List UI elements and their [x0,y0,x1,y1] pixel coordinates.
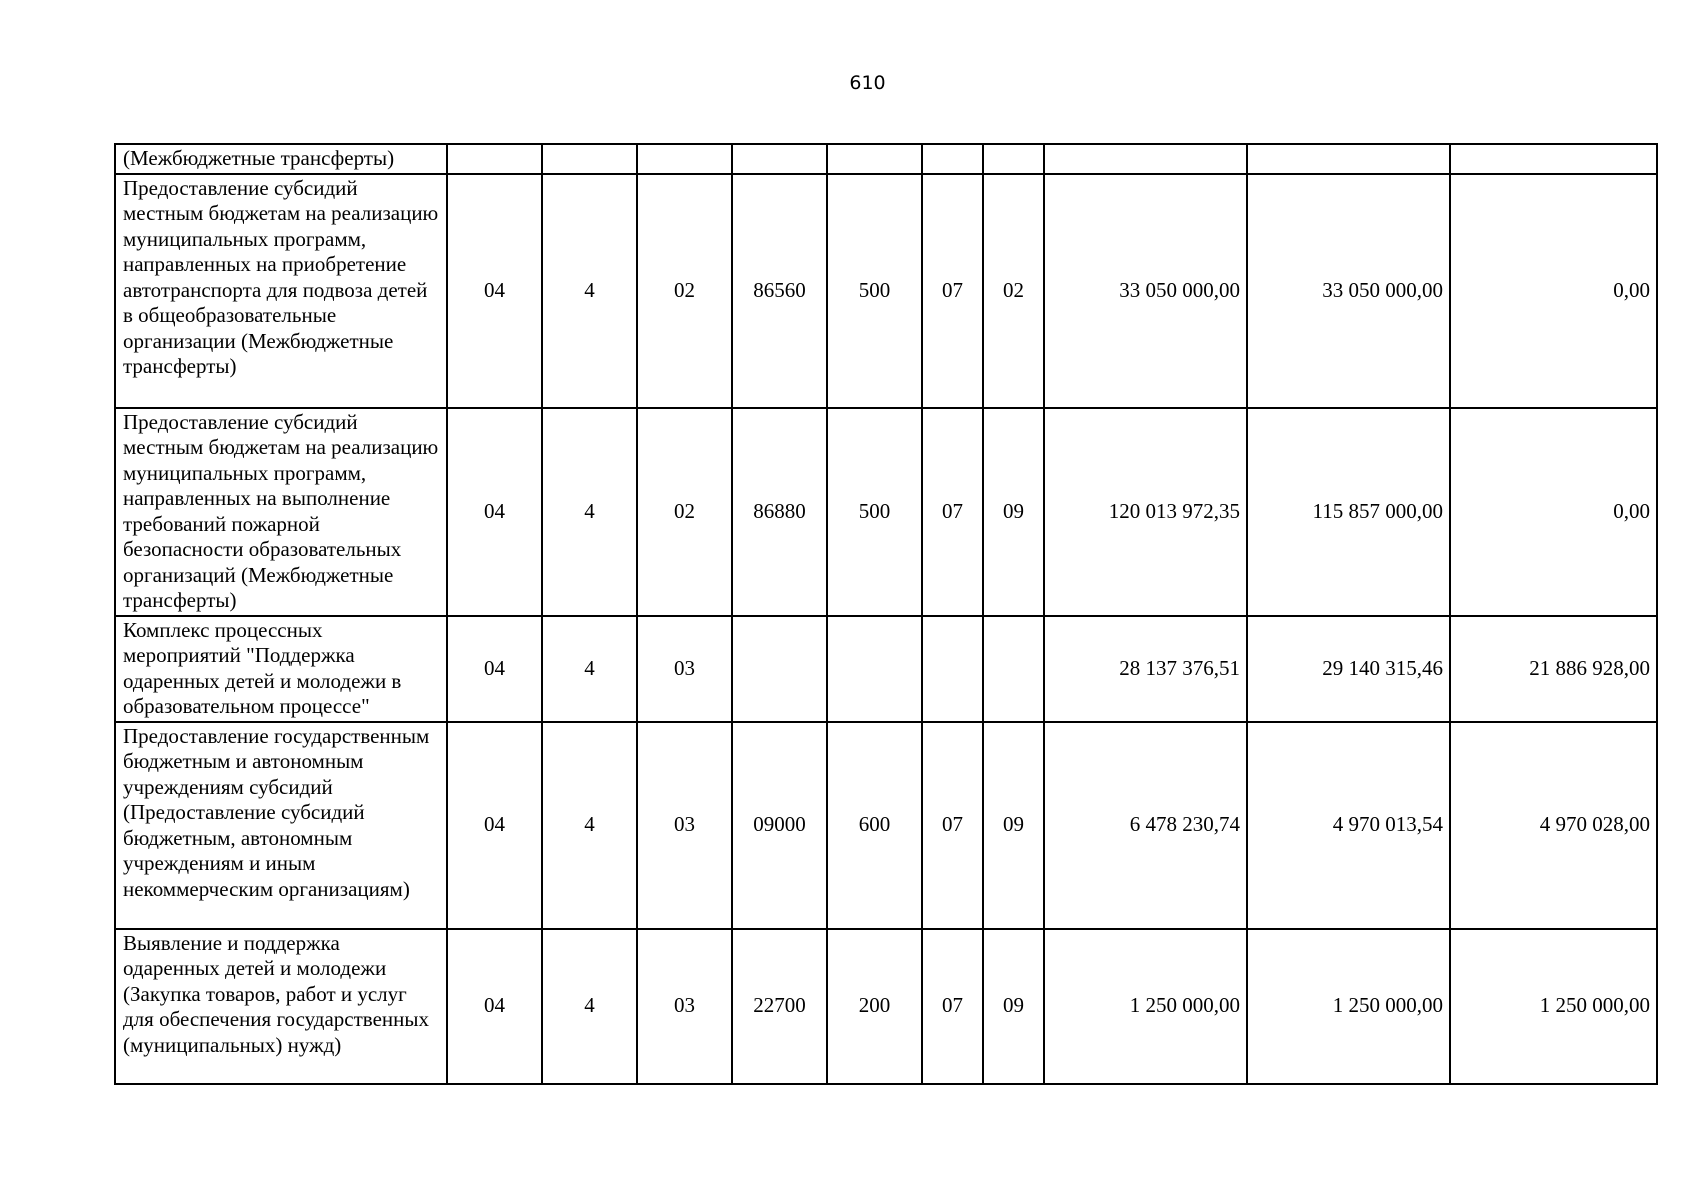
row-description: Комплекс процессных мероприятий "Поддержка одаренных детей и молодежи в образовательном процессе" [115,616,447,722]
row-description: (Межбюджетные трансферты) [115,144,447,174]
code-cell: 4 [542,722,637,929]
code-cell: 09 [983,722,1044,929]
row-description: Предоставление субсидий местным бюджетам на реализацию муниципальных программ, направленных на приобретение автотранспорта для подвоза детей в общеобразовательные организации (Межбюджетные трансферты) [115,174,447,408]
page-number: 610 [849,72,886,94]
code-cell: 86880 [732,408,827,616]
code-cell [922,616,983,722]
code-cell: 03 [637,616,732,722]
code-cell [827,616,922,722]
amount-cell: 1 250 000,00 [1247,929,1450,1084]
amount-cell: 4 970 013,54 [1247,722,1450,929]
code-cell: 02 [637,174,732,408]
code-cell [983,144,1044,174]
code-cell: 09 [983,408,1044,616]
code-cell: 500 [827,408,922,616]
amount-cell: 33 050 000,00 [1247,174,1450,408]
code-cell: 86560 [732,174,827,408]
code-cell: 200 [827,929,922,1084]
code-cell [732,616,827,722]
amount-cell: 6 478 230,74 [1044,722,1247,929]
code-cell: 04 [447,722,542,929]
code-cell: 03 [637,929,732,1084]
amount-cell: 120 013 972,35 [1044,408,1247,616]
amount-cell: 21 886 928,00 [1450,616,1657,722]
amount-cell: 4 970 028,00 [1450,722,1657,929]
code-cell: 07 [922,929,983,1084]
amount-cell: 29 140 315,46 [1247,616,1450,722]
code-cell: 07 [922,408,983,616]
amount-cell: 1 250 000,00 [1044,929,1247,1084]
table-row [115,722,1657,929]
row-description: Выявление и поддержка одаренных детей и молодежи (Закупка товаров, работ и услуг для обеспечения государственных (муниципальных) нужд) [115,929,447,1084]
amount-cell: 115 857 000,00 [1247,408,1450,616]
code-cell [542,144,637,174]
code-cell: 500 [827,174,922,408]
code-cell: 03 [637,722,732,929]
code-cell: 4 [542,408,637,616]
code-cell: 02 [983,174,1044,408]
table-row [115,144,1657,174]
code-cell: 4 [542,616,637,722]
amount-cell: 28 137 376,51 [1044,616,1247,722]
code-cell [447,144,542,174]
amount-cell: 1 250 000,00 [1450,929,1657,1084]
code-cell: 07 [922,722,983,929]
code-cell: 04 [447,616,542,722]
amount-cell: 0,00 [1450,408,1657,616]
table-row [115,616,1657,722]
budget-table [114,143,1658,1085]
code-cell: 600 [827,722,922,929]
code-cell [732,144,827,174]
code-cell: 4 [542,174,637,408]
row-description: Предоставление субсидий местным бюджетам на реализацию муниципальных программ, направленных на выполнение требований пожарной безопасности образовательных организаций (Межбюджетные трансферты) [115,408,447,616]
code-cell [637,144,732,174]
amount-cell: 0,00 [1450,174,1657,408]
code-cell: 04 [447,174,542,408]
code-cell [922,144,983,174]
code-cell: 02 [637,408,732,616]
code-cell [983,616,1044,722]
code-cell: 4 [542,929,637,1084]
row-description: Предоставление государственным бюджетным и автономным учреждениям субсидий (Предоставление субсидий бюджетным, автономным учреждениям и иным некоммерческим организациям) [115,722,447,929]
code-cell: 04 [447,408,542,616]
table-row [115,174,1657,408]
code-cell: 04 [447,929,542,1084]
code-cell [827,144,922,174]
code-cell: 09 [983,929,1044,1084]
amount-cell [1247,144,1450,174]
code-cell: 07 [922,174,983,408]
amount-cell [1450,144,1657,174]
code-cell: 09000 [732,722,827,929]
code-cell: 22700 [732,929,827,1084]
amount-cell [1044,144,1247,174]
table-row [115,929,1657,1084]
table-row [115,408,1657,616]
amount-cell: 33 050 000,00 [1044,174,1247,408]
